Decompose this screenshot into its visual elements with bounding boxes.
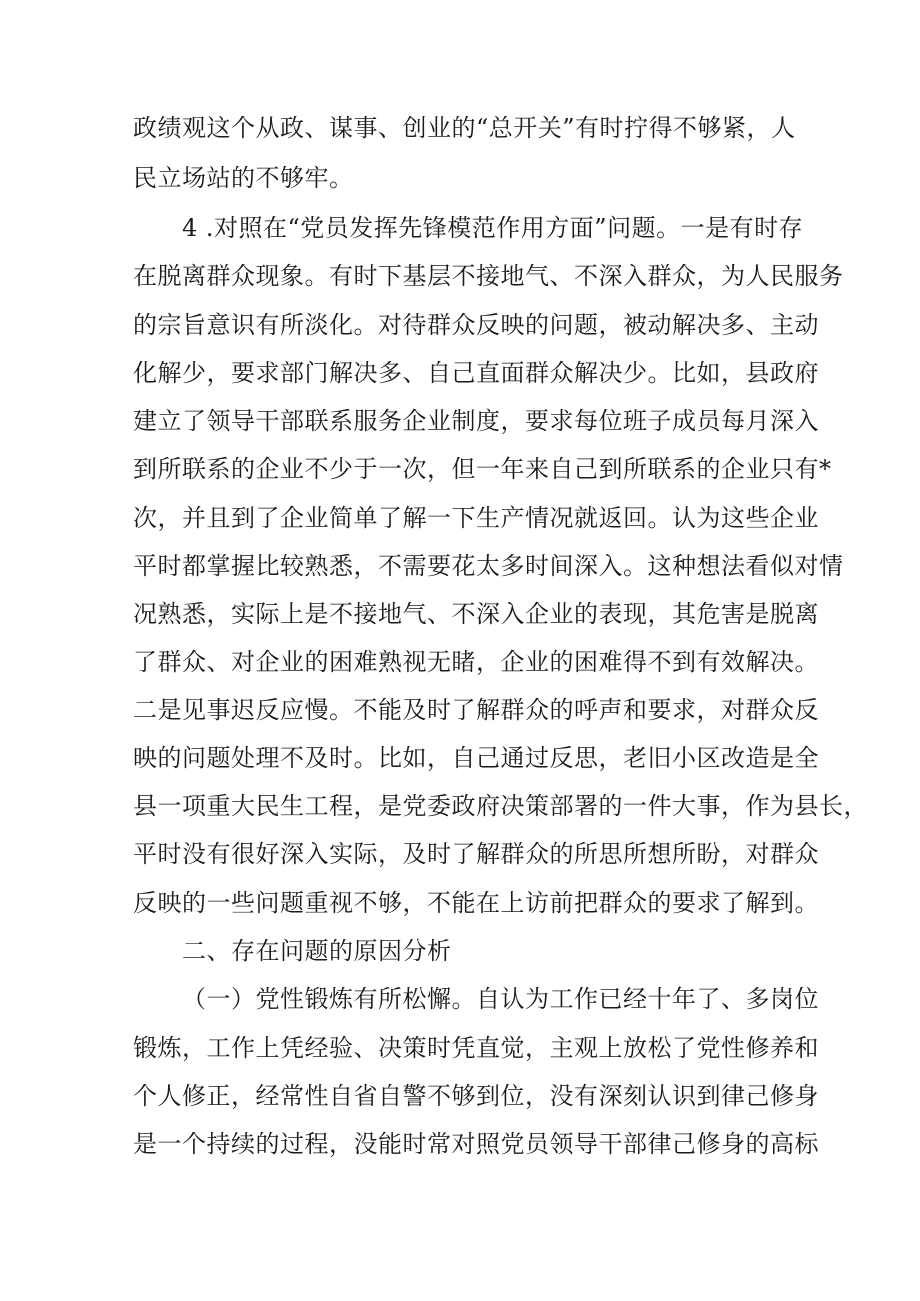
text-line: 反映的一些问题重视不够，不能在上访前把群众的要求了解到。 xyxy=(133,889,819,917)
subsection-first-line: （一）党性锻炼有所松懈。自认为工作已经十年了、多岗位 xyxy=(182,985,819,1013)
text-line: 县一项重大民生工程，是党委政府决策部署的一件大事，作为县长， xyxy=(133,792,868,820)
text-line: 政绩观这个从政、谋事、创业的“总开关”有时拧得不够紧，人 xyxy=(133,114,796,142)
text-line: 况熟悉，实际上是不接地气、不深入企业的表现，其危害是脱离 xyxy=(133,600,819,628)
item-4-first-line: 4 .对照在“党员发挥先锋模范作用方面”问题。一是有时存 xyxy=(182,214,804,242)
text-line: 民立场站的不够牢。 xyxy=(133,164,354,192)
text-line: 平时没有很好深入实际，及时了解群众的所思所想所盼，对群众 xyxy=(133,840,819,868)
text-line: 二是见事迟反应慢。不能及时了解群众的呼声和要求，对群众反 xyxy=(133,696,819,724)
text-line: 化解少，要求部门解决多、自己直面群众解决少。比如，县政府 xyxy=(133,359,819,387)
text-line: 在脱离群众现象。有时下基层不接地气、不深入群众，为人民服务 xyxy=(133,262,844,290)
text-line: 次，并且到了企业简单了解一下生产情况就返回。认为这些企业 xyxy=(133,504,819,532)
text-line: 锻炼，工作上凭经验、决策时凭直觉，主观上放松了党性修养和 xyxy=(133,1034,819,1062)
text-line: 了群众、对企业的困难熟视无睹，企业的困难得不到有效解决。 xyxy=(133,648,819,676)
text-line: 映的问题处理不及时。比如，自己通过反思，老旧小区改造是全 xyxy=(133,744,819,772)
text-line: 平时都掌握比较熟悉，不需要花太多时间深入。这种想法看似对情 xyxy=(133,552,844,580)
text-line: 建立了领导干部联系服务企业制度，要求每位班子成员每月深入 xyxy=(133,407,819,435)
text-line: 到所联系的企业不少于一次，但一年来自己到所联系的企业只有* xyxy=(133,455,832,483)
text-line: 的宗旨意识有所淡化。对待群众反映的问题，被动解决多、主动 xyxy=(133,311,819,339)
section-heading: 二、存在问题的原因分析 xyxy=(182,937,452,965)
text-line: 个人修正，经常性自省自警不够到位，没有深刻认识到律己修身 xyxy=(133,1082,819,1110)
text-line: 是一个持续的过程，没能时常对照党员领导干部律己修身的高标 xyxy=(133,1130,819,1158)
